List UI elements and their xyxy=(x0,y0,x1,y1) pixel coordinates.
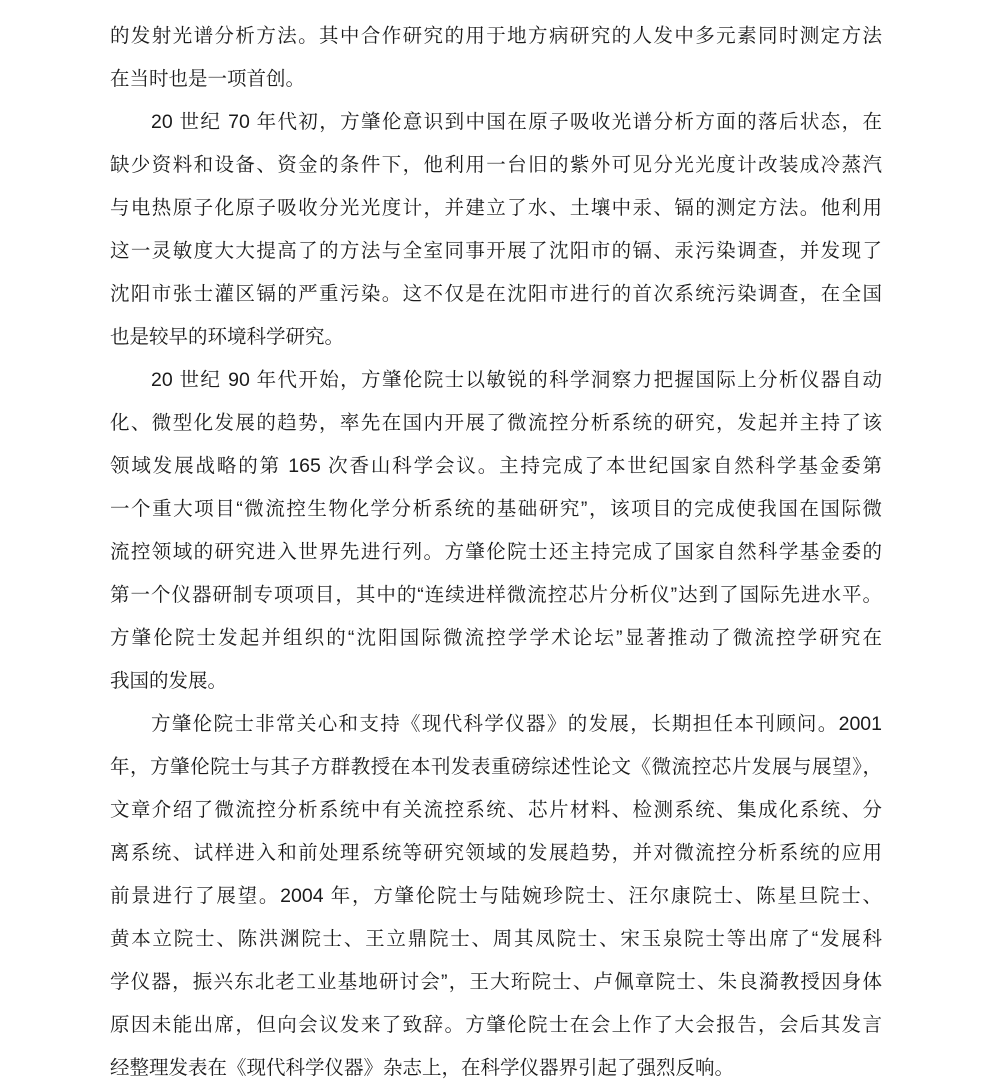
text-line: 黄本立院士、陈洪渊院士、王立鼎院士、周其凤院士、宋玉泉院士等出席了“发展科 xyxy=(110,928,882,950)
text-line: 离系统、试样进入和前处理系统等研究领域的发展趋势，并对微流控分析系统的应用 xyxy=(110,842,882,864)
text-line: 在当时也是一项首创。 xyxy=(110,68,306,90)
text-line: 领域发展战略的第 165 次香山科学会议。主持完成了本世纪国家自然科学基金委第 xyxy=(110,455,882,477)
text-line: 的发射光谱分析方法。其中合作研究的用于地方病研究的人发中多元素同时测定方法 xyxy=(110,25,882,47)
text-line: 这一灵敏度大大提高了的方法与全室同事开展了沈阳市的镉、汞污染调查，并发现了 xyxy=(110,240,882,262)
text-line: 方肇伦院士非常关心和支持《现代科学仪器》的发展，长期担任本刊顾问。2001 xyxy=(151,713,882,735)
text-line: 学仪器，振兴东北老工业基地研讨会”，王大珩院士、卢佩章院士、朱良漪教授因身体 xyxy=(110,971,882,993)
text-line: 经整理发表在《现代科学仪器》杂志上，在科学仪器界引起了强烈反响。 xyxy=(110,1057,735,1079)
text-line: 化、微型化发展的趋势，率先在国内开展了微流控分析系统的研究，发起并主持了该 xyxy=(110,412,882,434)
text-line: 也是较早的环境科学研究。 xyxy=(110,326,345,348)
text-line: 沈阳市张士灌区镉的严重污染。这不仅是在沈阳市进行的首次系统污染调查，在全国 xyxy=(110,283,882,305)
text-line: 20 世纪 70 年代初，方肇伦意识到中国在原子吸收光谱分析方面的落后状态，在 xyxy=(151,111,882,133)
text-line: 缺少资料和设备、资金的条件下，他利用一台旧的紫外可见分光光度计改装成冷蒸汽 xyxy=(110,154,882,176)
text-line: 第一个仪器研制专项项目，其中的“连续进样微流控芯片分析仪”达到了国际先进水平。 xyxy=(110,584,882,606)
text-line: 年，方肇伦院士与其子方群教授在本刊发表重磅综述性论文《微流控芯片发展与展望》， xyxy=(110,756,882,778)
text-line: 方肇伦院士发起并组织的“沈阳国际微流控学学术论坛”显著推动了微流控学研究在 xyxy=(110,627,882,649)
text-line: 我国的发展。 xyxy=(110,670,228,692)
text-line: 流控领域的研究进入世界先进行列。方肇伦院士还主持完成了国家自然科学基金委的 xyxy=(110,541,882,563)
text-line: 一个重大项目“微流控生物化学分析系统的基础研究”，该项目的完成使我国在国际微 xyxy=(110,498,882,520)
text-line: 文章介绍了微流控分析系统中有关流控系统、芯片材料、检测系统、集成化系统、分 xyxy=(110,799,882,821)
text-line: 前景进行了展望。2004 年，方肇伦院士与陆婉珍院士、汪尔康院士、陈星旦院士、 xyxy=(110,885,882,907)
text-line: 与电热原子化原子吸收分光光度计，并建立了水、土壤中汞、镉的测定方法。他利用 xyxy=(110,197,882,219)
text-line: 20 世纪 90 年代开始，方肇伦院士以敏锐的科学洞察力把握国际上分析仪器自动 xyxy=(151,369,882,391)
text-line: 原因未能出席，但向会议发来了致辞。方肇伦院士在会上作了大会报告，会后其发言 xyxy=(110,1014,882,1036)
